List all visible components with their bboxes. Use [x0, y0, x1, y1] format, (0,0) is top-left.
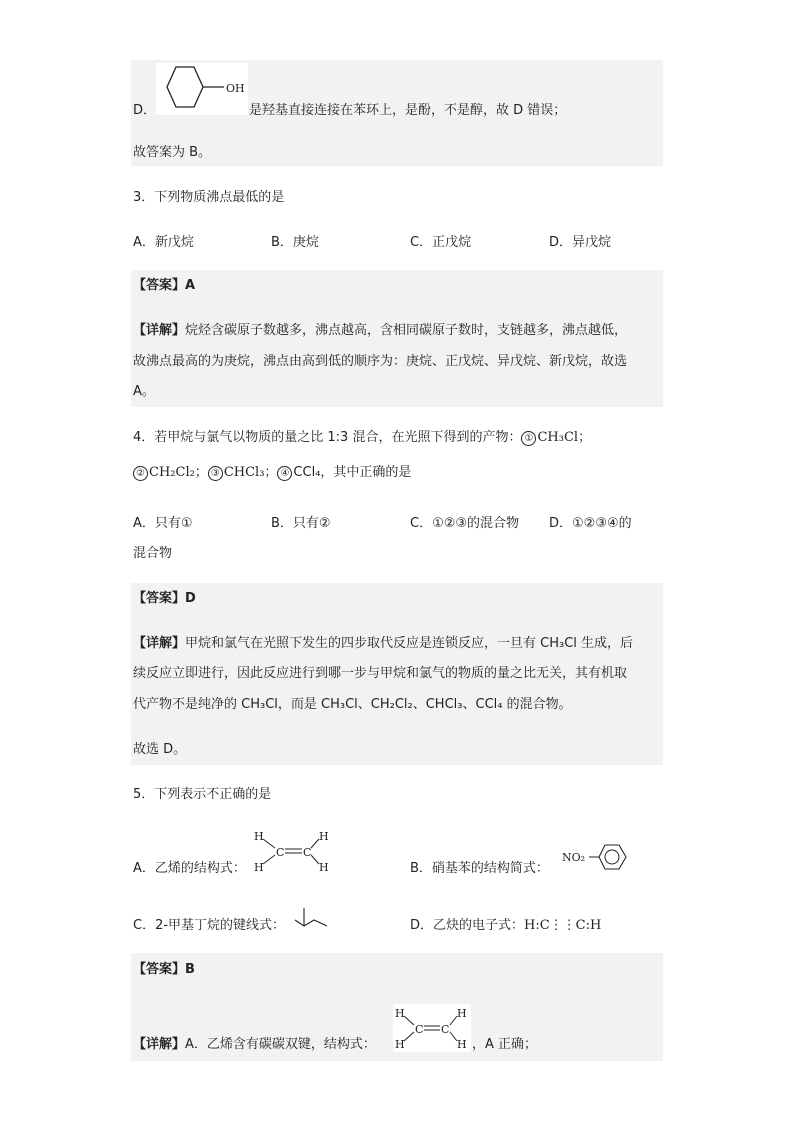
circled-4: ④	[277, 466, 292, 481]
ethylene-structure	[252, 828, 334, 874]
option-d-explanation: 是羟基直接连接在苯环上，是酚，不是醇，故 D 错误；	[249, 103, 567, 118]
prev-conclusion: 故答案为 B。	[133, 145, 212, 160]
q4-option-c: C．①②③的混合物	[410, 516, 520, 531]
circled-2: ②	[133, 466, 148, 481]
q4-detail-label: 【详解】	[133, 636, 186, 651]
q3-answer: 【答案】A	[133, 278, 196, 293]
q5-detail-suffix: ，A 正确；	[472, 1037, 538, 1052]
methylbutane-skeletal	[294, 906, 334, 928]
q5-option-d-label: D．乙炔的电子式：	[410, 918, 525, 933]
q3-option-a: A．新戊烷	[133, 235, 194, 250]
eth2-c1: C	[415, 1023, 424, 1036]
q4-detail-line3: 代产物不是纯净的 CH₃Cl，而是 CH₃Cl、CH₂Cl₂、CHCl₃、CCl₄ 的混合物。	[133, 697, 572, 712]
q4-question-line1	[133, 430, 591, 446]
eth-h2: H	[254, 861, 264, 874]
q4-option-b: B．只有②	[271, 516, 331, 531]
q4-conclusion: 故选 D。	[133, 742, 187, 757]
eth2-h1: H	[395, 1007, 405, 1020]
eth-c2: C	[303, 846, 312, 859]
q3-detail-text1: 烷烃含碳原子数越多，沸点越高，含相同碳原子数时，支链越多，沸点越低，	[185, 323, 628, 338]
eth2-h4: H	[457, 1038, 467, 1051]
q4-option-a: A．只有①	[133, 516, 193, 531]
eth2-h2: H	[395, 1038, 405, 1051]
eth-h1: H	[254, 830, 264, 843]
q5-option-d	[410, 918, 601, 934]
phenol-structure	[156, 63, 248, 115]
eth2-c2: C	[441, 1023, 450, 1036]
eth-h3: H	[319, 830, 329, 843]
circled-1: ①	[521, 431, 536, 446]
q3-detail-line1	[133, 323, 627, 339]
q5-detail-label: 【详解】	[133, 1037, 186, 1052]
q4-product-1: CH₃Cl；	[537, 430, 592, 445]
q3-option-c: C．正戊烷	[410, 235, 472, 250]
q3-option-b: B．庚烷	[271, 235, 319, 250]
q4-detail-line1	[133, 636, 633, 652]
q4-product-2: CH₂Cl₂；	[149, 465, 208, 480]
q4-option-d: D．①②③④的	[549, 516, 632, 531]
circled-3: ③	[208, 466, 223, 481]
q4-product-3: CHCl₃；	[223, 465, 278, 480]
q5-detail-line	[133, 1037, 376, 1053]
q5-option-a: A．乙烯的结构式：	[133, 861, 246, 876]
q4-detail-text1: 甲烷和氯气在光照下发生的四步取代反应是连锁反应，一旦有 CH₃Cl 生成，后	[185, 636, 634, 651]
q5-detail-prefix: A．乙烯含有碳碳双键，结构式：	[185, 1037, 376, 1052]
q4-product-4: CCl₄，其中正确的是	[293, 465, 412, 480]
q5-question: 5．下列表示不正确的是	[133, 787, 272, 802]
eth-h4: H	[319, 861, 329, 874]
q4-question-line2	[133, 465, 411, 481]
nitro-label: NO₂	[562, 851, 586, 864]
q4-option-d-wrap: 混合物	[133, 546, 173, 561]
q4-answer: 【答案】D	[133, 591, 196, 606]
q3-detail-label: 【详解】	[133, 323, 186, 338]
q3-detail-line2: 故沸点最高的为庚烷，沸点由高到低的顺序为：庚烷、正戊烷、异戊烷、新戊烷，故选	[133, 354, 628, 369]
q5-option-b: B．硝基苯的结构简式：	[410, 861, 549, 876]
q4-question: 4．若甲烷与氯气以物质的量之比 1:3 混合，在光照下得到的产物：	[133, 430, 522, 445]
eth-c1: C	[276, 846, 285, 859]
ethylene-structure-detail	[393, 1004, 471, 1052]
q3-option-d: D．异戊烷	[549, 235, 612, 250]
q3-question: 3．下列物质沸点最低的是	[133, 190, 285, 205]
phenol-oh-label: OH	[226, 82, 245, 95]
q5-answer: 【答案】B	[133, 962, 195, 977]
q5-option-c: C．2-甲基丁烷的键线式：	[133, 918, 286, 933]
q4-detail-line2: 续反应立即进行，因此反应进行到哪一步与甲烷和氯气的物质的量之比无关，其有机取	[133, 666, 628, 681]
q3-detail-line3: A。	[133, 384, 155, 399]
option-d-label: D．	[133, 103, 157, 118]
eth2-h3: H	[457, 1007, 467, 1020]
acetylene-electron-formula: H:C⋮⋮C:H	[524, 918, 602, 933]
nitrobenzene-structure	[562, 842, 636, 872]
